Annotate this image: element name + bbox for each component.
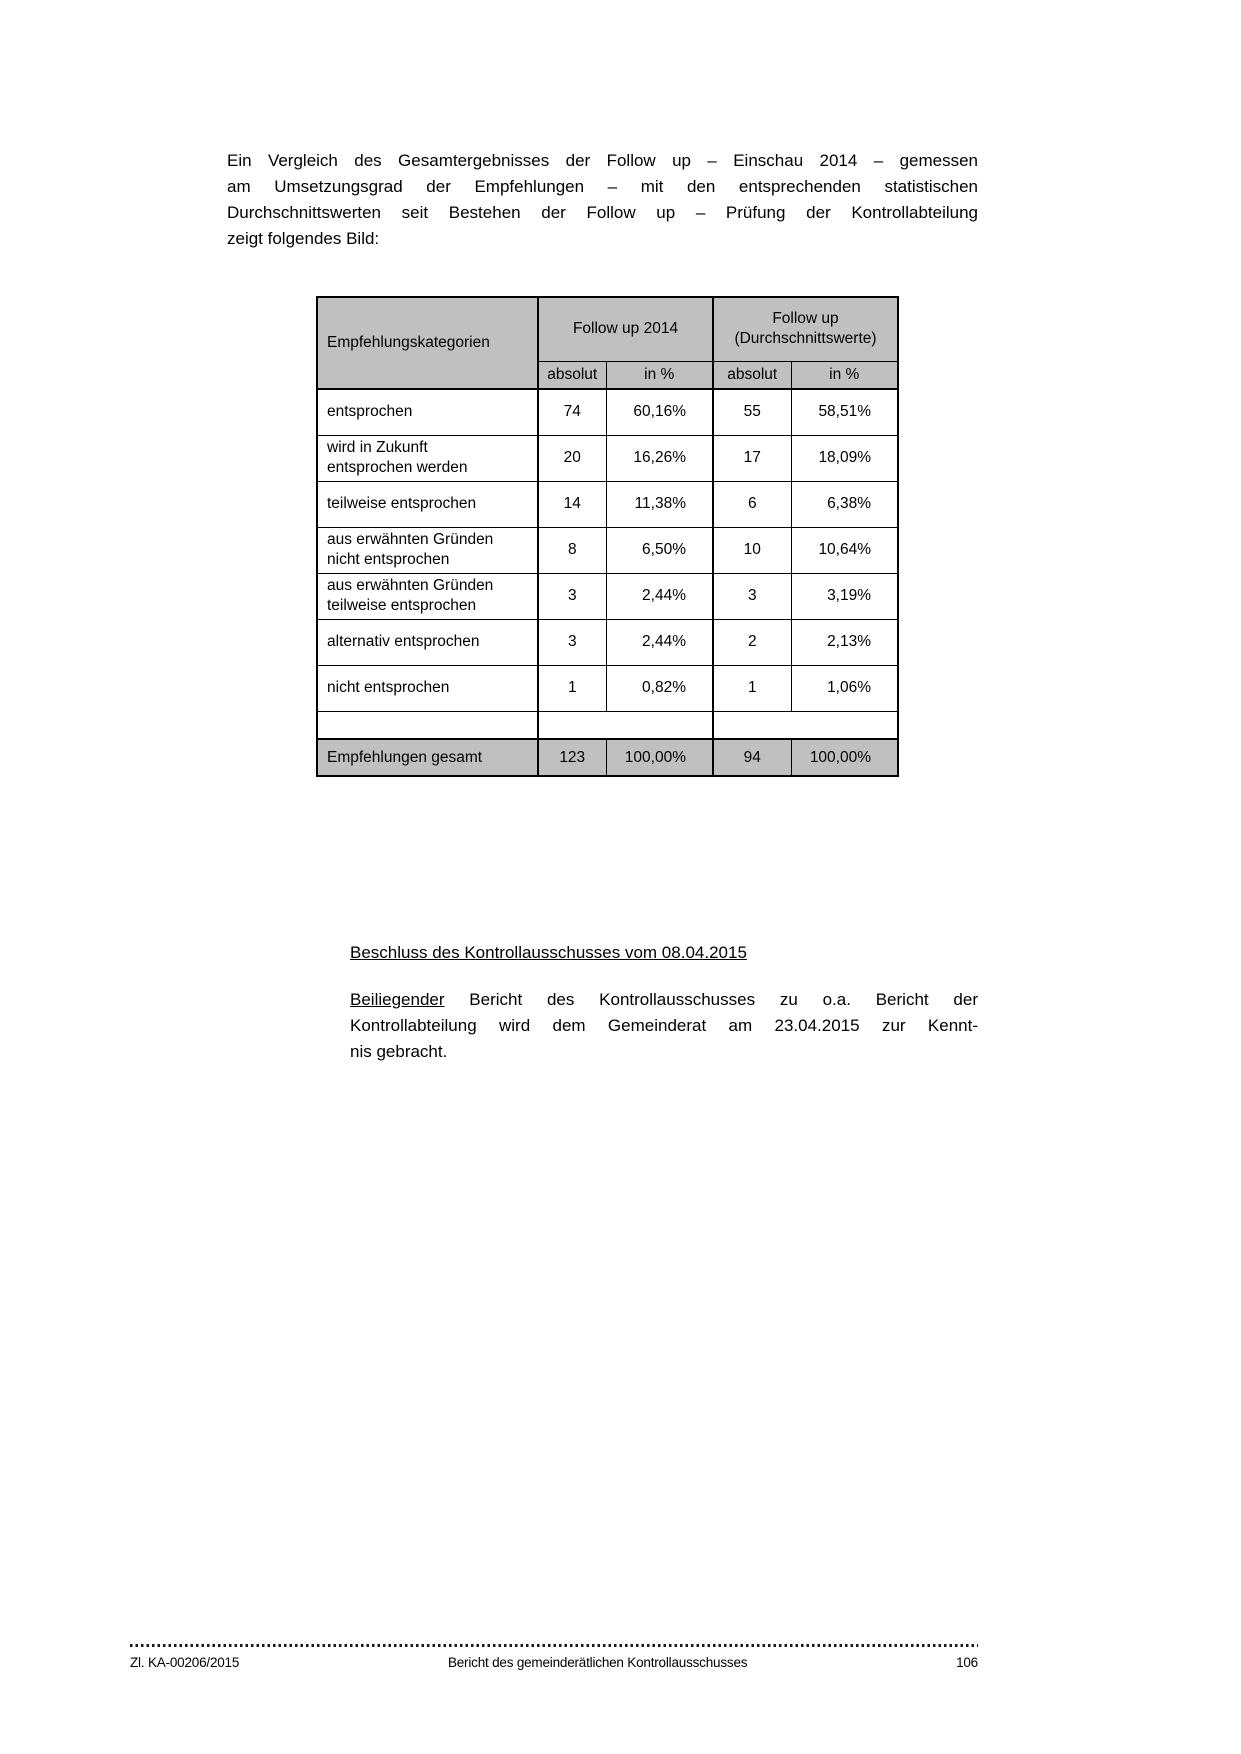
- spacer-cell: [713, 711, 898, 739]
- cell-absolut-2014: 20: [538, 435, 606, 481]
- decision-heading: Beschluss des Kontrollausschusses vom 08.04.2015: [350, 943, 747, 962]
- cell-absolut-avg: 17: [713, 435, 791, 481]
- footer-reference: Zl. KA-00206/2015: [130, 1655, 240, 1670]
- table-row: [317, 665, 898, 711]
- cell-absolut-2014: 3: [538, 619, 606, 665]
- decision-line: Kontrollabteilung wird dem Gemeinderat am 23.04.2015 zur Kennt-: [350, 1016, 978, 1035]
- cell-absolut-2014: 14: [538, 481, 606, 527]
- cell-total-percent-2014: 100,00%: [606, 739, 713, 776]
- col-header-follow-up-2014: Follow up 2014: [538, 297, 713, 361]
- table-row: [317, 619, 898, 665]
- cell-category: entsprochen: [317, 389, 538, 435]
- footer-text-row: [130, 1655, 978, 1670]
- footer-page-number: 106: [956, 1655, 978, 1670]
- footer-title: Bericht des gemeinderätlichen Kontrollausschusses: [447, 1655, 748, 1670]
- page-footer: [130, 1644, 978, 1670]
- cell-percent-2014: 2,44%: [606, 573, 713, 619]
- cell-absolut-avg: 6: [713, 481, 791, 527]
- subheader-absolut-avg: absolut: [713, 361, 791, 389]
- intro-paragraph: [227, 148, 978, 252]
- decision-section: [350, 940, 978, 1065]
- table-row: [317, 481, 898, 527]
- subheader-percent-2014: in %: [606, 361, 713, 389]
- col-header-category: Empfehlungskategorien: [317, 297, 538, 389]
- intro-line: am Umsetzungsgrad der Empfehlungen – mit den entsprechenden statistischen: [227, 177, 978, 196]
- cell-category: aus erwähnten Gründen nicht entsprochen: [317, 527, 538, 573]
- intro-line: Ein Vergleich des Gesamtergebnisses der Follow up – Einschau 2014 – gemessen: [227, 151, 978, 170]
- cell-percent-2014: 2,44%: [606, 619, 713, 665]
- table-row: [317, 573, 898, 619]
- cell-percent-avg: 1,06%: [791, 665, 898, 711]
- spacer-row: [317, 711, 898, 739]
- footer-dotted-line: [130, 1644, 978, 1647]
- col-header-follow-up-avg: Follow up (Durchschnittswerte): [713, 297, 898, 361]
- cell-absolut-avg: 3: [713, 573, 791, 619]
- decision-lead-word: Beiliegender: [350, 990, 445, 1009]
- cell-percent-avg: 6,38%: [791, 481, 898, 527]
- cell-absolut-avg: 55: [713, 389, 791, 435]
- decision-line: [350, 987, 978, 1013]
- cell-absolut-avg: 1: [713, 665, 791, 711]
- cell-percent-avg: 2,13%: [791, 619, 898, 665]
- subheader-percent-avg: in %: [791, 361, 898, 389]
- subheader-absolut-2014: absolut: [538, 361, 606, 389]
- cell-total-absolut-2014: 123: [538, 739, 606, 776]
- cell-total-absolut-avg: 94: [713, 739, 791, 776]
- cell-absolut-2014: 8: [538, 527, 606, 573]
- cell-percent-avg: 10,64%: [791, 527, 898, 573]
- cell-absolut-avg: 2: [713, 619, 791, 665]
- spacer-cell: [317, 711, 538, 739]
- cell-percent-2014: 11,38%: [606, 481, 713, 527]
- comparison-table-container: [316, 296, 899, 777]
- cell-category: teilweise entsprochen: [317, 481, 538, 527]
- cell-percent-avg: 58,51%: [791, 389, 898, 435]
- cell-absolut-avg: 10: [713, 527, 791, 573]
- intro-line: zeigt folgendes Bild:: [227, 229, 380, 248]
- table-row: [317, 389, 898, 435]
- cell-percent-2014: 0,82%: [606, 665, 713, 711]
- cell-category: nicht entsprochen: [317, 665, 538, 711]
- cell-percent-2014: 60,16%: [606, 389, 713, 435]
- cell-absolut-2014: 74: [538, 389, 606, 435]
- cell-category: aus erwähnten Gründen teilweise entsprochen: [317, 573, 538, 619]
- cell-absolut-2014: 3: [538, 573, 606, 619]
- decision-line: nis gebracht.: [350, 1042, 448, 1061]
- decision-line-rest: Bericht des Kontrollausschusses zu o.a. Bericht der: [469, 990, 978, 1009]
- table-row: [317, 435, 898, 481]
- cell-percent-2014: 6,50%: [606, 527, 713, 573]
- table-header-row: [317, 297, 898, 361]
- table-row: [317, 527, 898, 573]
- cell-category: wird in Zukunft entsprochen werden: [317, 435, 538, 481]
- cell-percent-2014: 16,26%: [606, 435, 713, 481]
- intro-line: Durchschnittswerten seit Bestehen der Follow up – Prüfung der Kontrollabteilung: [227, 203, 978, 222]
- cell-category: alternativ entsprochen: [317, 619, 538, 665]
- cell-absolut-2014: 1: [538, 665, 606, 711]
- cell-percent-avg: 3,19%: [791, 573, 898, 619]
- total-row: [317, 739, 898, 776]
- cell-total-label: Empfehlungen gesamt: [317, 739, 538, 776]
- cell-total-percent-avg: 100,00%: [791, 739, 898, 776]
- spacer-cell: [538, 711, 713, 739]
- recommendations-comparison-table: [316, 296, 899, 777]
- cell-percent-avg: 18,09%: [791, 435, 898, 481]
